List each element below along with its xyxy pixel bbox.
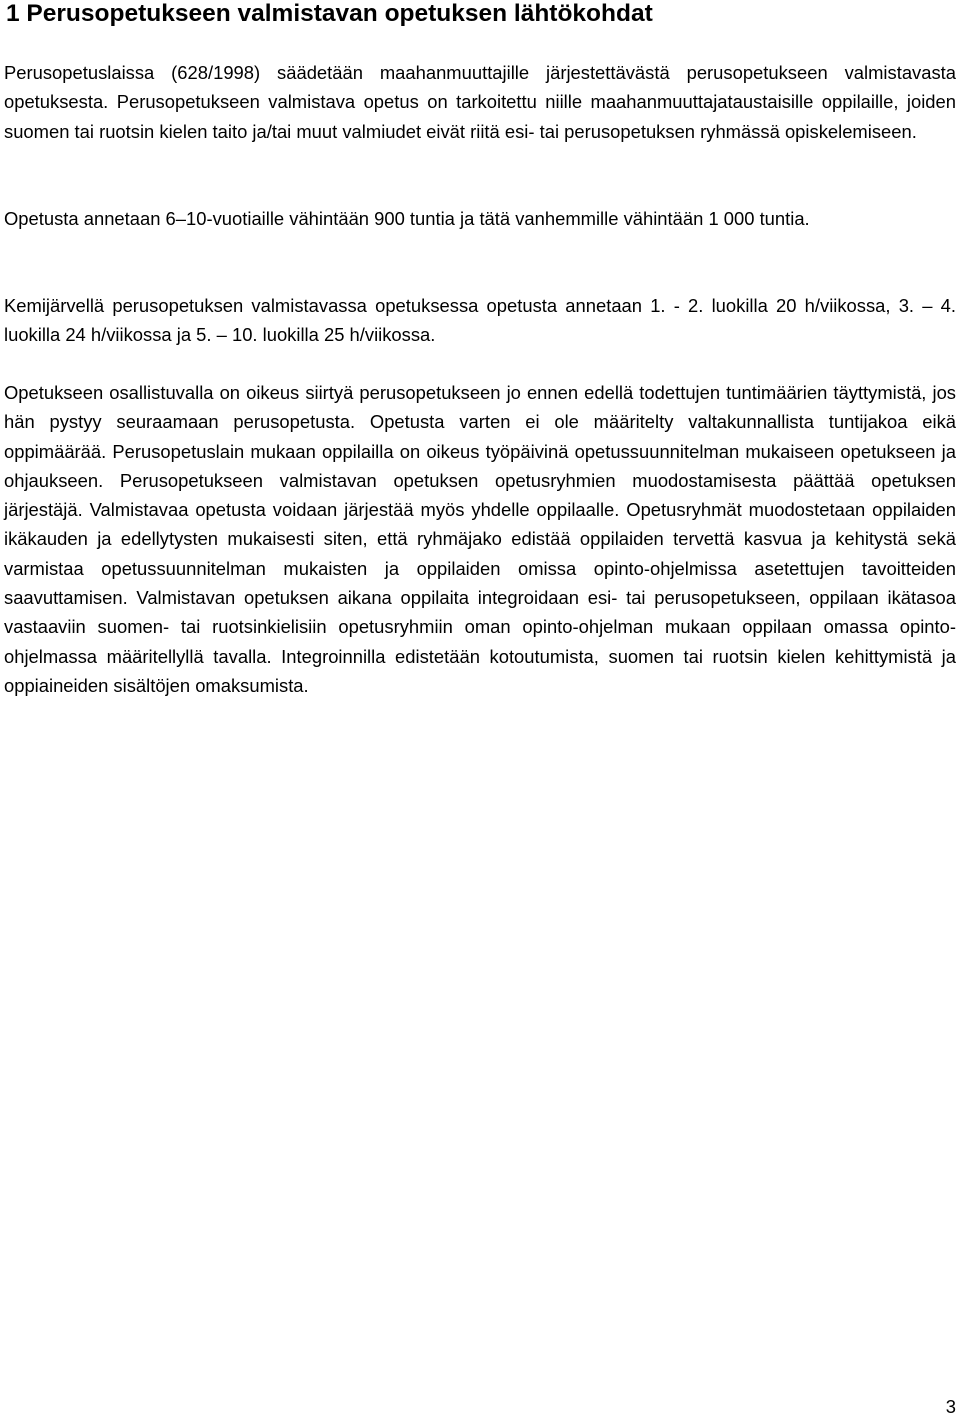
section-heading: 1 Perusopetukseen valmistavan opetuksen lähtökohdat	[6, 0, 653, 27]
paragraph-hours: Opetusta annetaan 6–10-vuotiaille vähintään 900 tuntia ja tätä vanhemmille vähintään 1 000 tuntia.	[4, 208, 810, 229]
paragraph-integration: Opetukseen osallistuvalla on oikeus siirtyä perusopetukseen jo ennen edellä todettujen tuntimäärien täyttymistä, jos hän pystyy seuraamaan perusopetusta. Opetusta varten ei ole määritelty valtakunnallista tuntijakoa eikä oppimäärää. Perusopetuslain mukaan oppilailla on oikeus työpäivinä opetussuunnitelman mukaiseen opetukseen ja ohjaukseen. Perusopetukseen valmistavan opetuksen opetusryhmien muodostamisesta päättää opetuksen järjestäjä. Valmistavaa opetusta voidaan järjestää myös yhdelle oppilaalle. Opetusryhmät muodostetaan oppilaiden ikäkauden ja edellytysten mukaisesti siten, että ryhmäjako edistää oppilaiden tervettä kasvua ja kehitystä sekä varmistaa opetussuunnitelman mukaisten ja oppilaiden omissa opinto-ohjelmissa asetettujen tavoitteiden saavuttamisen. Valmistavan opetuksen aikana oppilaita integroidaan esi- tai perusopetukseen, oppilaan ikätasoa vastaaviin suomen- tai ruotsinkielisiin opetusryhmiin oman opinto-ohjelman mukaan oppilaan omassa opinto-ohjelmassa määritellyllä tavalla. Integroinnilla edistetään kotoutumista, suomen tai ruotsin kielen kehittymistä ja oppiaineiden sisältöjen omaksumista.	[4, 382, 956, 696]
page-number: 3	[945, 1396, 956, 1417]
paragraph-legal-basis: Perusopetuslaissa (628/1998) säädetään maahanmuuttajille järjestettävästä perusopetukseen valmistavasta opetuksesta. Perusopetukseen valmistava opetus on tarkoitettu niille maahanmuuttajataustaisille oppilaille, joiden suomen tai ruotsin kielen taito ja/tai muut valmiudet eivät riitä esi- tai perusopetuksen ryhmässä opiskelemiseen.	[4, 62, 956, 142]
paragraph-kemijarvi-hours: Kemijärvellä perusopetuksen valmistavassa opetuksessa opetusta annetaan 1. - 2. luokilla 20 h/viikossa, 3. – 4. luokilla 24 h/viikossa ja 5. – 10. luokilla 25 h/viikossa.	[4, 295, 956, 346]
